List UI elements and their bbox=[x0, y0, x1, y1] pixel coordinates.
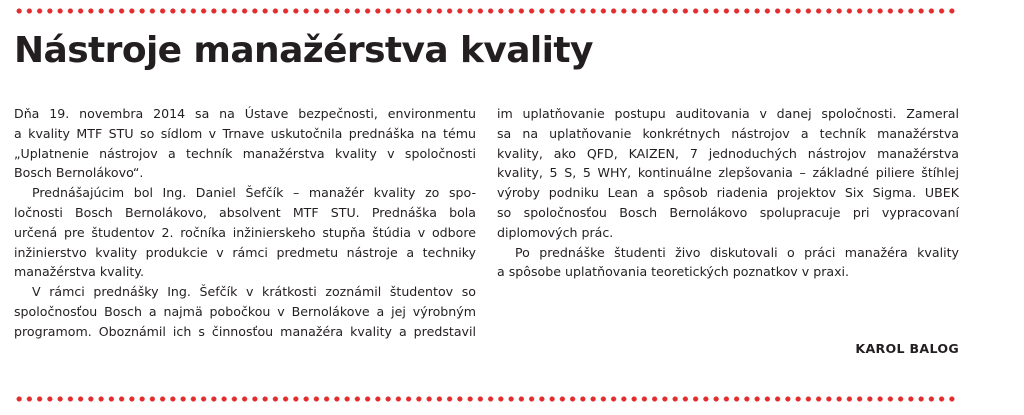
text-line: im uplatňovanie postupu auditovania v danej spoločnosti. Zameral bbox=[497, 106, 959, 121]
text-line: a kvality MTF STU so sídlom v Trnave uskutočnila prednáška na tému bbox=[14, 125, 476, 141]
text-line: ločnosti Bosch Bernolákovo, absolvent MTF STU. Prednáška bola bbox=[14, 204, 476, 220]
right-column bbox=[497, 104, 959, 356]
text-line: „Uplatnenie nástrojov a techník manažérstva kvality v spoločnosti bbox=[14, 145, 476, 161]
text-line: Prednášajúcim bol Ing. Daniel Šefčík – manažér kvality zo spo- bbox=[32, 185, 476, 201]
text-line: spoločnosťou Bosch a najmä pobočkou v Bernolákove a jej výrobným bbox=[14, 303, 476, 319]
text-line: V rámci prednášky Ing. Šefčík v krátkosti zoznámil študentov so bbox=[32, 284, 476, 300]
bottom-dotted-divider bbox=[14, 396, 956, 402]
text-line: so spoločnosťou Bosch Bernolákovo spolupracuje pri vypracovaní bbox=[497, 204, 959, 220]
text-line: a spôsobe uplatňovania teoretických poznatkov v praxi. bbox=[497, 264, 850, 280]
left-column bbox=[14, 104, 476, 342]
text-line: kvality, ako QFD, KAIZEN, 7 jednoduchých nástrojov manažérstva bbox=[497, 145, 959, 161]
text-line: sa na uplatňovanie konkrétnych nástrojov a techník manažérstva bbox=[497, 125, 959, 141]
text-line: kvality, 5 S, 5 WHY, kontinuálne zlepšovania – základné piliere štíhlej bbox=[497, 165, 959, 181]
text-line: Bosch Bernolákovo“. bbox=[14, 165, 144, 181]
text-line: výroby podniku Lean a spôsob riadenia projektov Six Sigma. UBEK bbox=[497, 185, 959, 201]
text-line: manažérstva kvality. bbox=[14, 264, 144, 280]
text-line: inžinierstvo kvality produkcie v rámci predmetu nástroje a techniky bbox=[14, 244, 476, 260]
text-line: diplomových prác. bbox=[497, 224, 614, 240]
text-line: Po prednáške študenti živo diskutovali o práci manažéra kvality bbox=[515, 244, 959, 260]
text-line: určená pre študentov 2. ročníka inžinierskeho stupňa štúdia v odbore bbox=[14, 224, 476, 240]
text-line: Dňa 19. novembra 2014 sa na Ústave bezpečnosti, environmentu bbox=[14, 106, 476, 121]
top-dotted-divider bbox=[14, 8, 956, 14]
text-line: programom. Oboznámil ich s činnosťou manažéra kvality a predstavil bbox=[14, 323, 476, 339]
article-title: Nástroje manažérstva kvality bbox=[14, 30, 593, 71]
author-byline: KAROL BALOG bbox=[855, 341, 959, 356]
